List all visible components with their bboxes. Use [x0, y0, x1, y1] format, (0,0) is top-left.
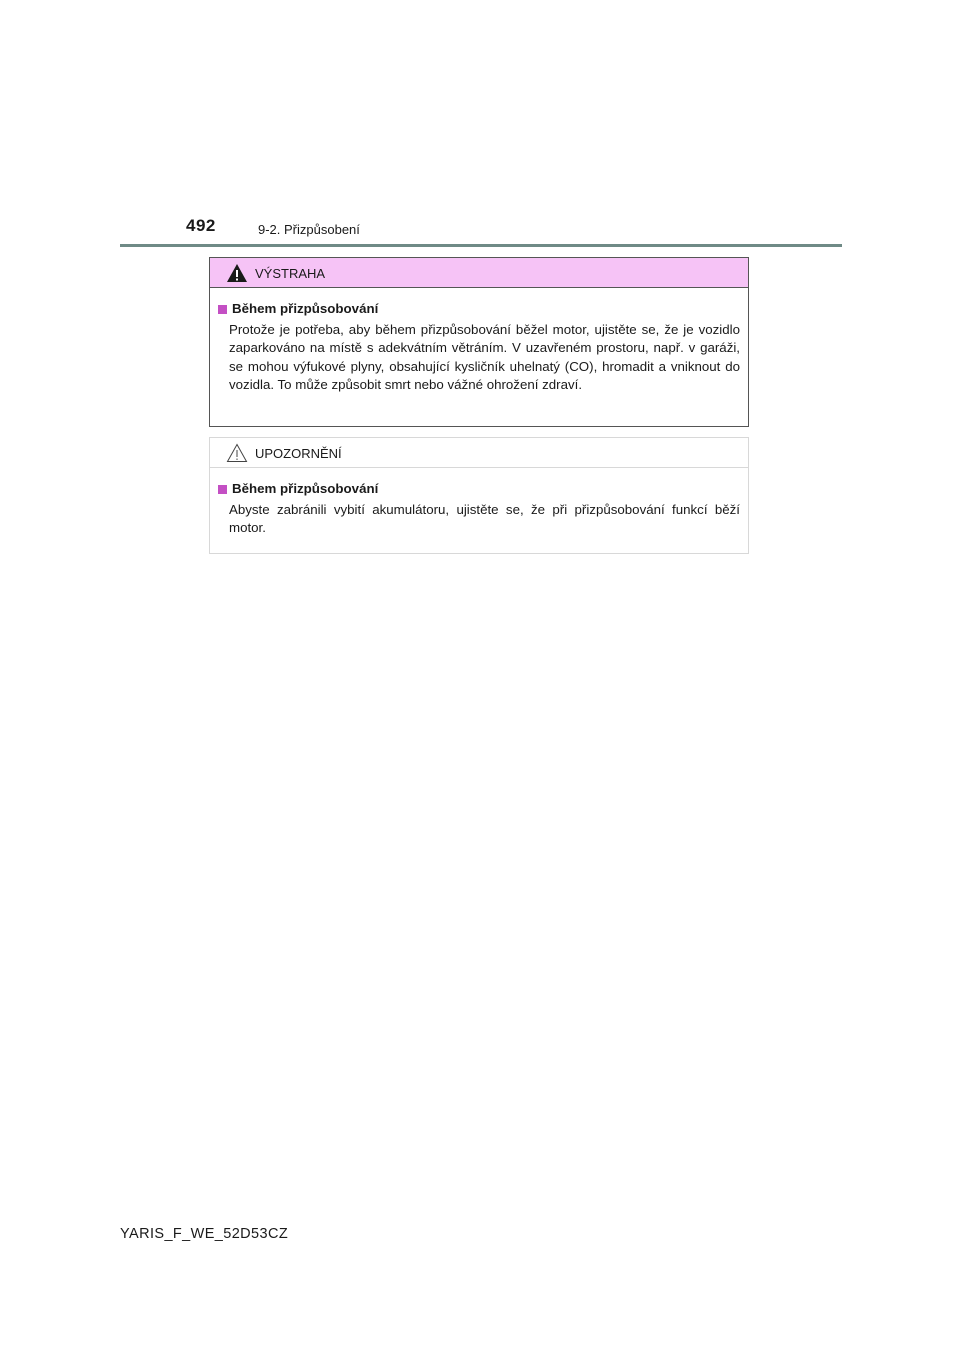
- notice-item-title-text: Během přizpůsobování: [232, 481, 379, 496]
- warning-header: [210, 258, 748, 288]
- warning-item-title: [218, 300, 740, 319]
- section-title: 9-2. Přizpůsobení: [258, 222, 360, 237]
- warning-label: VÝSTRAHA: [255, 266, 326, 281]
- notice-item-text: Abyste zabránili vybití akumulátoru, ujistěte se, že při přizpůsobování funkcí běží motor.: [229, 501, 740, 535]
- warning-box: [209, 257, 749, 427]
- notice-header: [210, 438, 748, 468]
- header-divider: [120, 244, 842, 247]
- notice-label: UPOZORNĚNÍ: [255, 446, 342, 461]
- notice-item-title: [218, 480, 740, 499]
- document-code: YARIS_F_WE_52D53CZ: [120, 1226, 289, 1242]
- square-bullet-icon: [218, 485, 227, 494]
- warning-body: [210, 288, 748, 395]
- warning-item-text: Protože je potřeba, aby během přizpůsobování běžel motor, ujistěte se, že je vozidlo zaparkováno na místě s adekvátním větráním. V uzavřeném prostoru, např. v garáži, se mohou výfukové plyny, obsahující kysličník uhelnatý (CO), hromadit a vniknout do vozidla. To může způsobit smrt nebo vážné ohrožení zdraví.: [229, 321, 740, 392]
- warning-triangle-outline-icon: [226, 443, 248, 463]
- warning-triangle-filled-icon: [226, 263, 248, 283]
- warning-item-title-text: Během přizpůsobování: [232, 301, 379, 316]
- square-bullet-icon: [218, 305, 227, 314]
- page-number: 492: [186, 216, 216, 235]
- notice-box: [209, 437, 749, 554]
- notice-body: [210, 468, 748, 538]
